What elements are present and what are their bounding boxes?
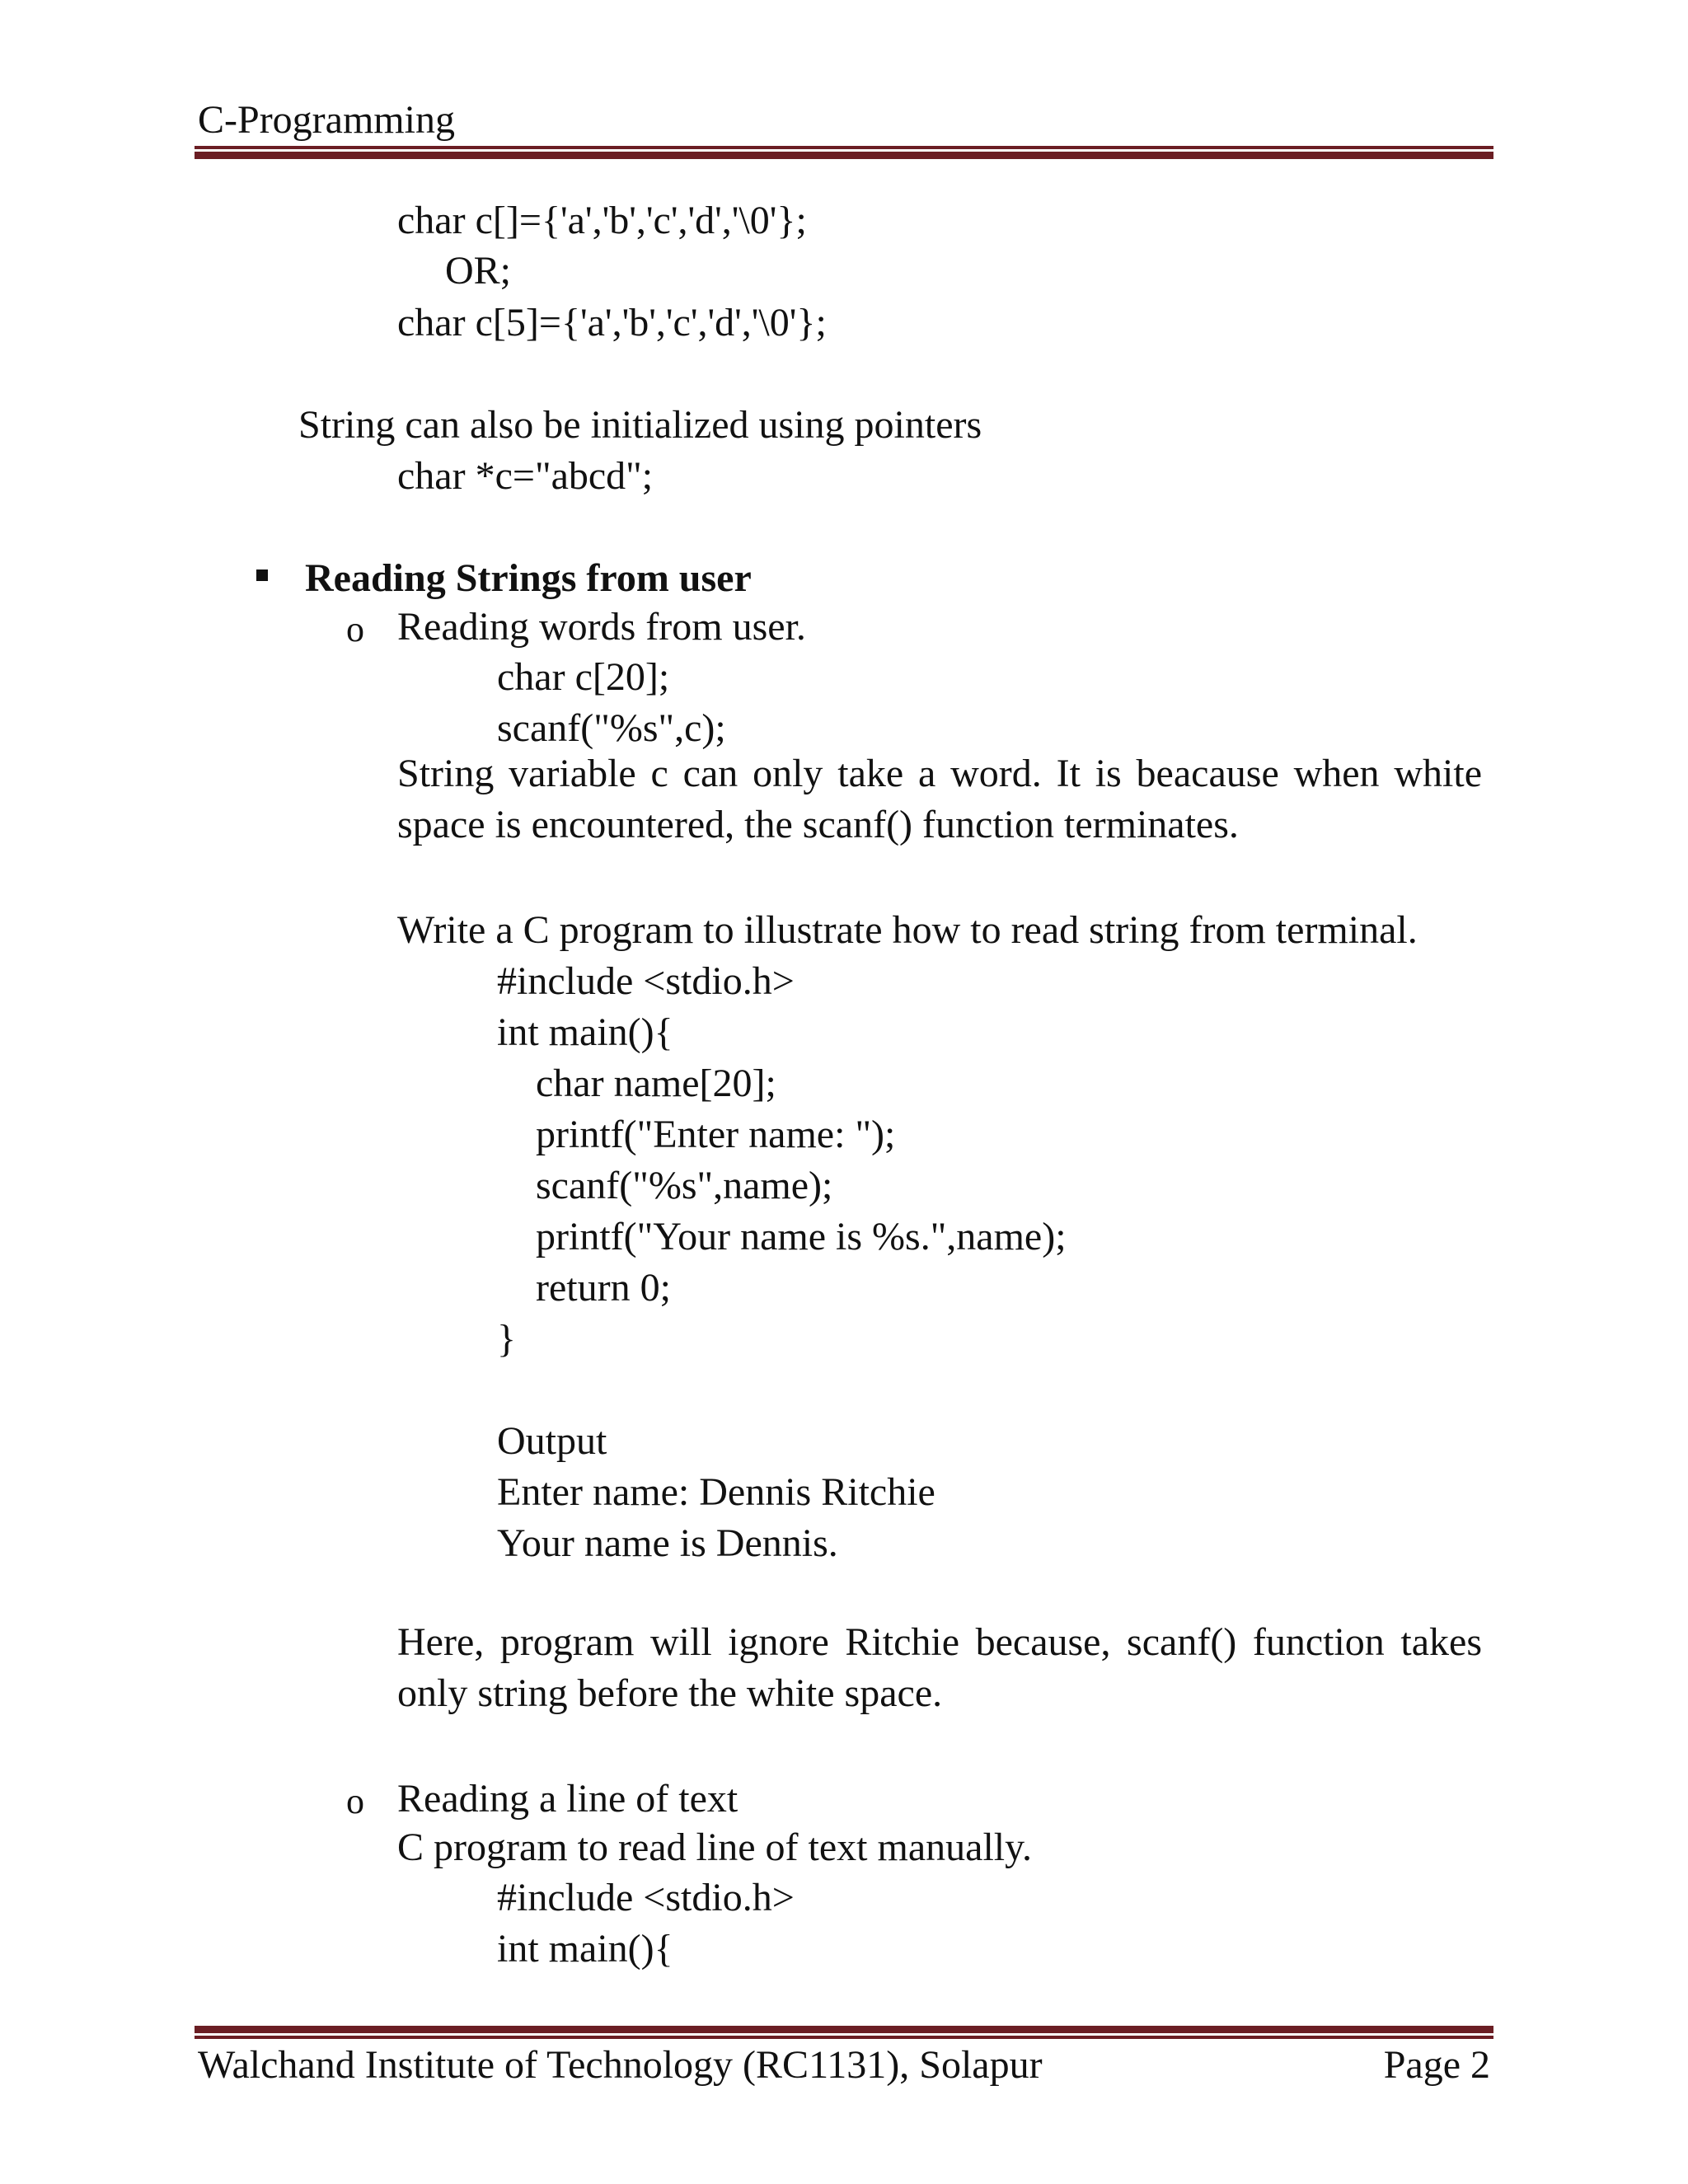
explanation-paragraph: Here, program will ignore Ritchie because, scanf() function takes only string before the white space. xyxy=(397,1620,1482,1715)
header-rule-thin xyxy=(195,146,1493,149)
program-code-line: } xyxy=(497,1317,517,1361)
sub2-code-line: int main(){ xyxy=(497,1927,673,1971)
program-intro-text: Write a C program to illustrate how to read string from terminal. xyxy=(397,908,1418,952)
sub2-code-line: #include <stdio.h> xyxy=(497,1876,795,1919)
sub2-title: Reading a line of text xyxy=(397,1777,738,1821)
output-line: Enter name: Dennis Ritchie xyxy=(497,1470,935,1514)
program-code-line: printf("Your name is %s.",name); xyxy=(536,1215,1067,1258)
code-init-array-2: char c[5]={'a','b','c','d','\0'}; xyxy=(397,301,827,344)
program-code-line: scanf("%s",name); xyxy=(536,1164,833,1207)
footer-institute: Walchand Institute of Technology (RC1131), Solapur xyxy=(198,2043,1043,2087)
sub1-paragraph: String variable c can only take a word. It is beacause when white space is encountered, the scanf() function terminates. xyxy=(397,752,1482,846)
code-init-array-1: char c[]={'a','b','c','d','\0'}; xyxy=(397,199,807,242)
program-code-line: printf("Enter name: "); xyxy=(536,1113,896,1156)
output-label: Output xyxy=(497,1419,607,1463)
code-pointer-init: char *c="abcd"; xyxy=(397,454,654,498)
header-rule-thick xyxy=(195,152,1493,159)
footer-page-number: Page 2 xyxy=(1383,2043,1490,2087)
sub2-intro: C program to read line of text manually. xyxy=(397,1825,1032,1869)
output-line: Your name is Dennis. xyxy=(497,1521,838,1565)
footer-rule-thin xyxy=(195,2036,1493,2039)
sub1-title: Reading words from user. xyxy=(397,605,806,649)
footer-rule-thick xyxy=(195,2026,1493,2033)
circle-bullet-icon: o xyxy=(346,609,364,649)
program-code-line: int main(){ xyxy=(497,1010,673,1054)
sub1-code-line: scanf("%s",c); xyxy=(497,706,726,750)
circle-bullet-icon: o xyxy=(346,1781,364,1821)
sub1-code-line: char c[20]; xyxy=(497,655,670,699)
program-code-line: return 0; xyxy=(536,1266,671,1310)
section-heading: Reading Strings from user xyxy=(305,556,752,600)
program-code-line: #include <stdio.h> xyxy=(497,959,795,1003)
square-bullet-icon xyxy=(256,569,268,581)
code-or: OR; xyxy=(445,249,512,293)
header-title: C-Programming xyxy=(198,98,455,142)
program-code-line: char name[20]; xyxy=(536,1062,776,1105)
pointer-intro-text: String can also be initialized using pointers xyxy=(298,403,982,447)
